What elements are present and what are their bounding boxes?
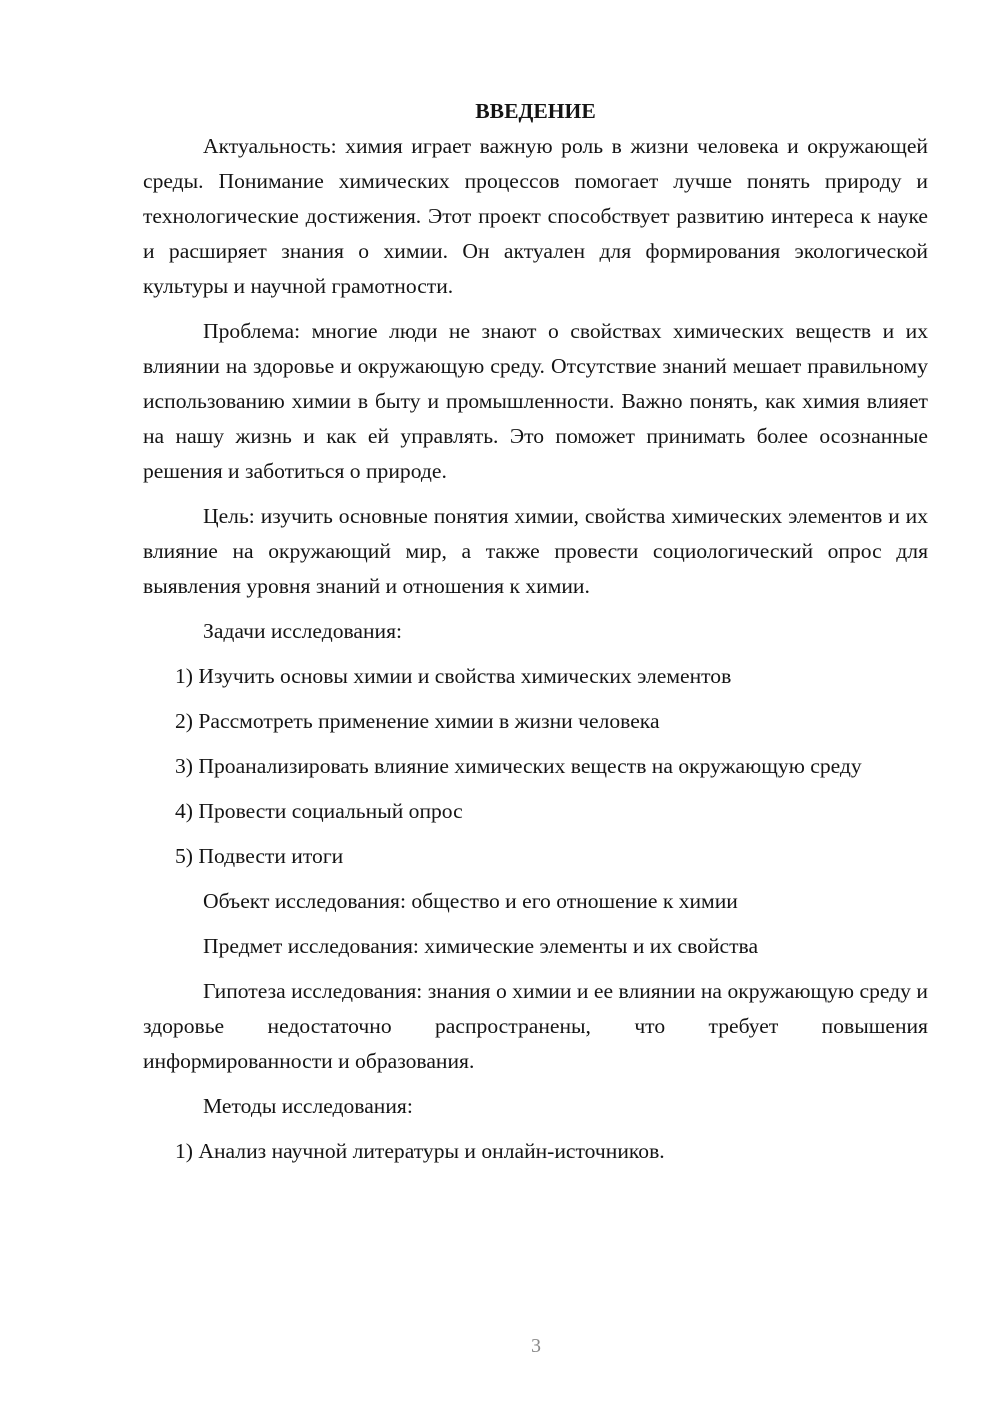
problem-paragraph: Проблема: многие люди не знают о свойствах химических веществ и их влиянии на здоровье и окружающую среду. Отсутствие знаний мешает правильному использованию химии в быту и промышленности. Важно понять, как химия влияет на нашу жизнь и как ей управлять. Это поможет принимать более осознанные решения и заботиться о природе. <box>143 319 928 483</box>
task-item-4: 4) Провести социальный опрос <box>175 799 463 823</box>
hypothesis-paragraph: Гипотеза исследования: знания о химии и ее влиянии на окружающую среду и здоровье недостаточно распространены, что требует повышения информированности и образования. <box>143 979 928 1073</box>
page-content <box>143 94 928 1169</box>
method-item-1: 1) Анализ научной литературы и онлайн-источников. <box>175 1139 665 1163</box>
page-title: ВВЕДЕНИЕ <box>475 99 596 123</box>
object-line: Объект исследования: общество и его отношение к химии <box>203 889 738 913</box>
task-item-1: 1) Изучить основы химии и свойства химических элементов <box>175 664 732 688</box>
page-number: 3 <box>531 1335 541 1357</box>
tasks-heading: Задачи исследования: <box>203 619 403 643</box>
subject-line: Предмет исследования: химические элементы и их свойства <box>203 934 759 958</box>
task-item-3: 3) Проанализировать влияние химических веществ на окружающую среду <box>175 754 862 778</box>
goal-paragraph: Цель: изучить основные понятия химии, свойства химических элементов и их влияние на окружающий мир, а также провести социологический опрос для выявления уровня знаний и отношения к химии. <box>143 504 928 598</box>
methods-heading: Методы исследования: <box>203 1094 413 1118</box>
task-item-5: 5) Подвести итоги <box>175 844 344 868</box>
task-item-2: 2) Рассмотреть применение химии в жизни человека <box>175 709 660 733</box>
relevance-paragraph: Актуальность: химия играет важную роль в жизни человека и окружающей среды. Понимание химических процессов помогает лучше понять природу и технологические достижения. Этот проект способствует развитию интереса к науке и расширяет знания о химии. Он актуален для формирования экологической культуры и научной грамотности. <box>143 134 928 298</box>
